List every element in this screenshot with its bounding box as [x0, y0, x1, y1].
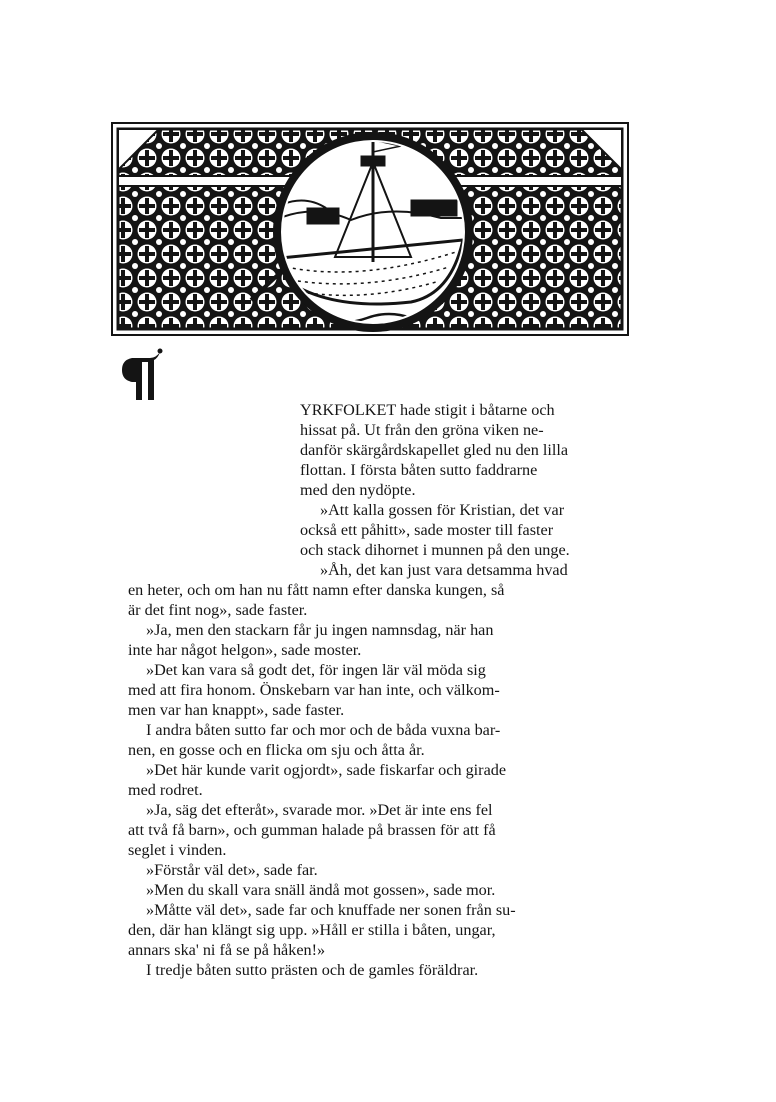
text-line: »Det här kunde varit ogjordt», sade fiskarfar och girade [146, 761, 507, 779]
text-line: med att fira honom. Önskebarn var han inte, och välkom- [128, 681, 500, 699]
text-line: inte har något helgon», sade moster. [128, 641, 362, 659]
text-line: också ett påhitt», sade moster till faster [300, 521, 554, 539]
text-line: men var han knappt», sade faster. [128, 701, 345, 719]
text-line: en heter, och om han nu fått namn efter danska kungen, så [128, 581, 505, 599]
text-line: seglet i vinden. [128, 841, 227, 859]
woodcut-banner [111, 122, 629, 336]
pilcrow-initial-ornament [120, 348, 164, 402]
text-line: »Måtte väl det», sade far och knuffade ner sonen från su- [146, 901, 516, 919]
text-line: nen, en gosse och en flicka om sju och åtta år. [128, 741, 425, 759]
text-line: I tredje båten sutto prästen och de gamles föräldrar. [146, 961, 479, 979]
text-line: »Förstår väl det», sade far. [146, 861, 318, 879]
text-line: och stack dihornet i munnen på den unge. [300, 541, 570, 559]
text-line: är det fint nog», sade faster. [128, 601, 308, 619]
text-line: »Ja, säg det efteråt», svarade mor. »Det är inte ens fel [146, 801, 493, 819]
text-line: »Det kan vara så godt det, för ingen lär väl möda sig [146, 661, 486, 679]
text-line: »Åh, det kan just vara detsamma hvad [320, 561, 568, 579]
text-line: den, där han klängt sig upp. »Håll er stilla i båten, ungar, [128, 921, 496, 939]
text-line: flottan. I första båten sutto faddrarne [300, 461, 538, 479]
text-line: danför skärgårdskapellet gled nu den lilla [300, 441, 569, 459]
text-line: med den nydöpte. [300, 481, 416, 499]
text-line: YRKFOLKET hade stigit i båtarne och [300, 401, 555, 419]
text-line: annars ska' ni få se på håken!» [128, 941, 326, 959]
text-line: »Men du skall vara snäll ändå mot gossen», sade mor. [146, 881, 496, 899]
text-line: med rodret. [128, 781, 203, 799]
text-line: »Att kalla gossen för Kristian, det var [320, 501, 565, 519]
text-line: »Ja, men den stackarn får ju ingen namnsdag, när han [146, 621, 494, 639]
text-line: I andra båten sutto far och mor och de båda vuxna bar- [146, 721, 501, 739]
text-line: hissat på. Ut från den gröna viken ne- [300, 421, 544, 439]
text-line: att två få barn», och gumman halade på brassen för att få [128, 821, 496, 839]
